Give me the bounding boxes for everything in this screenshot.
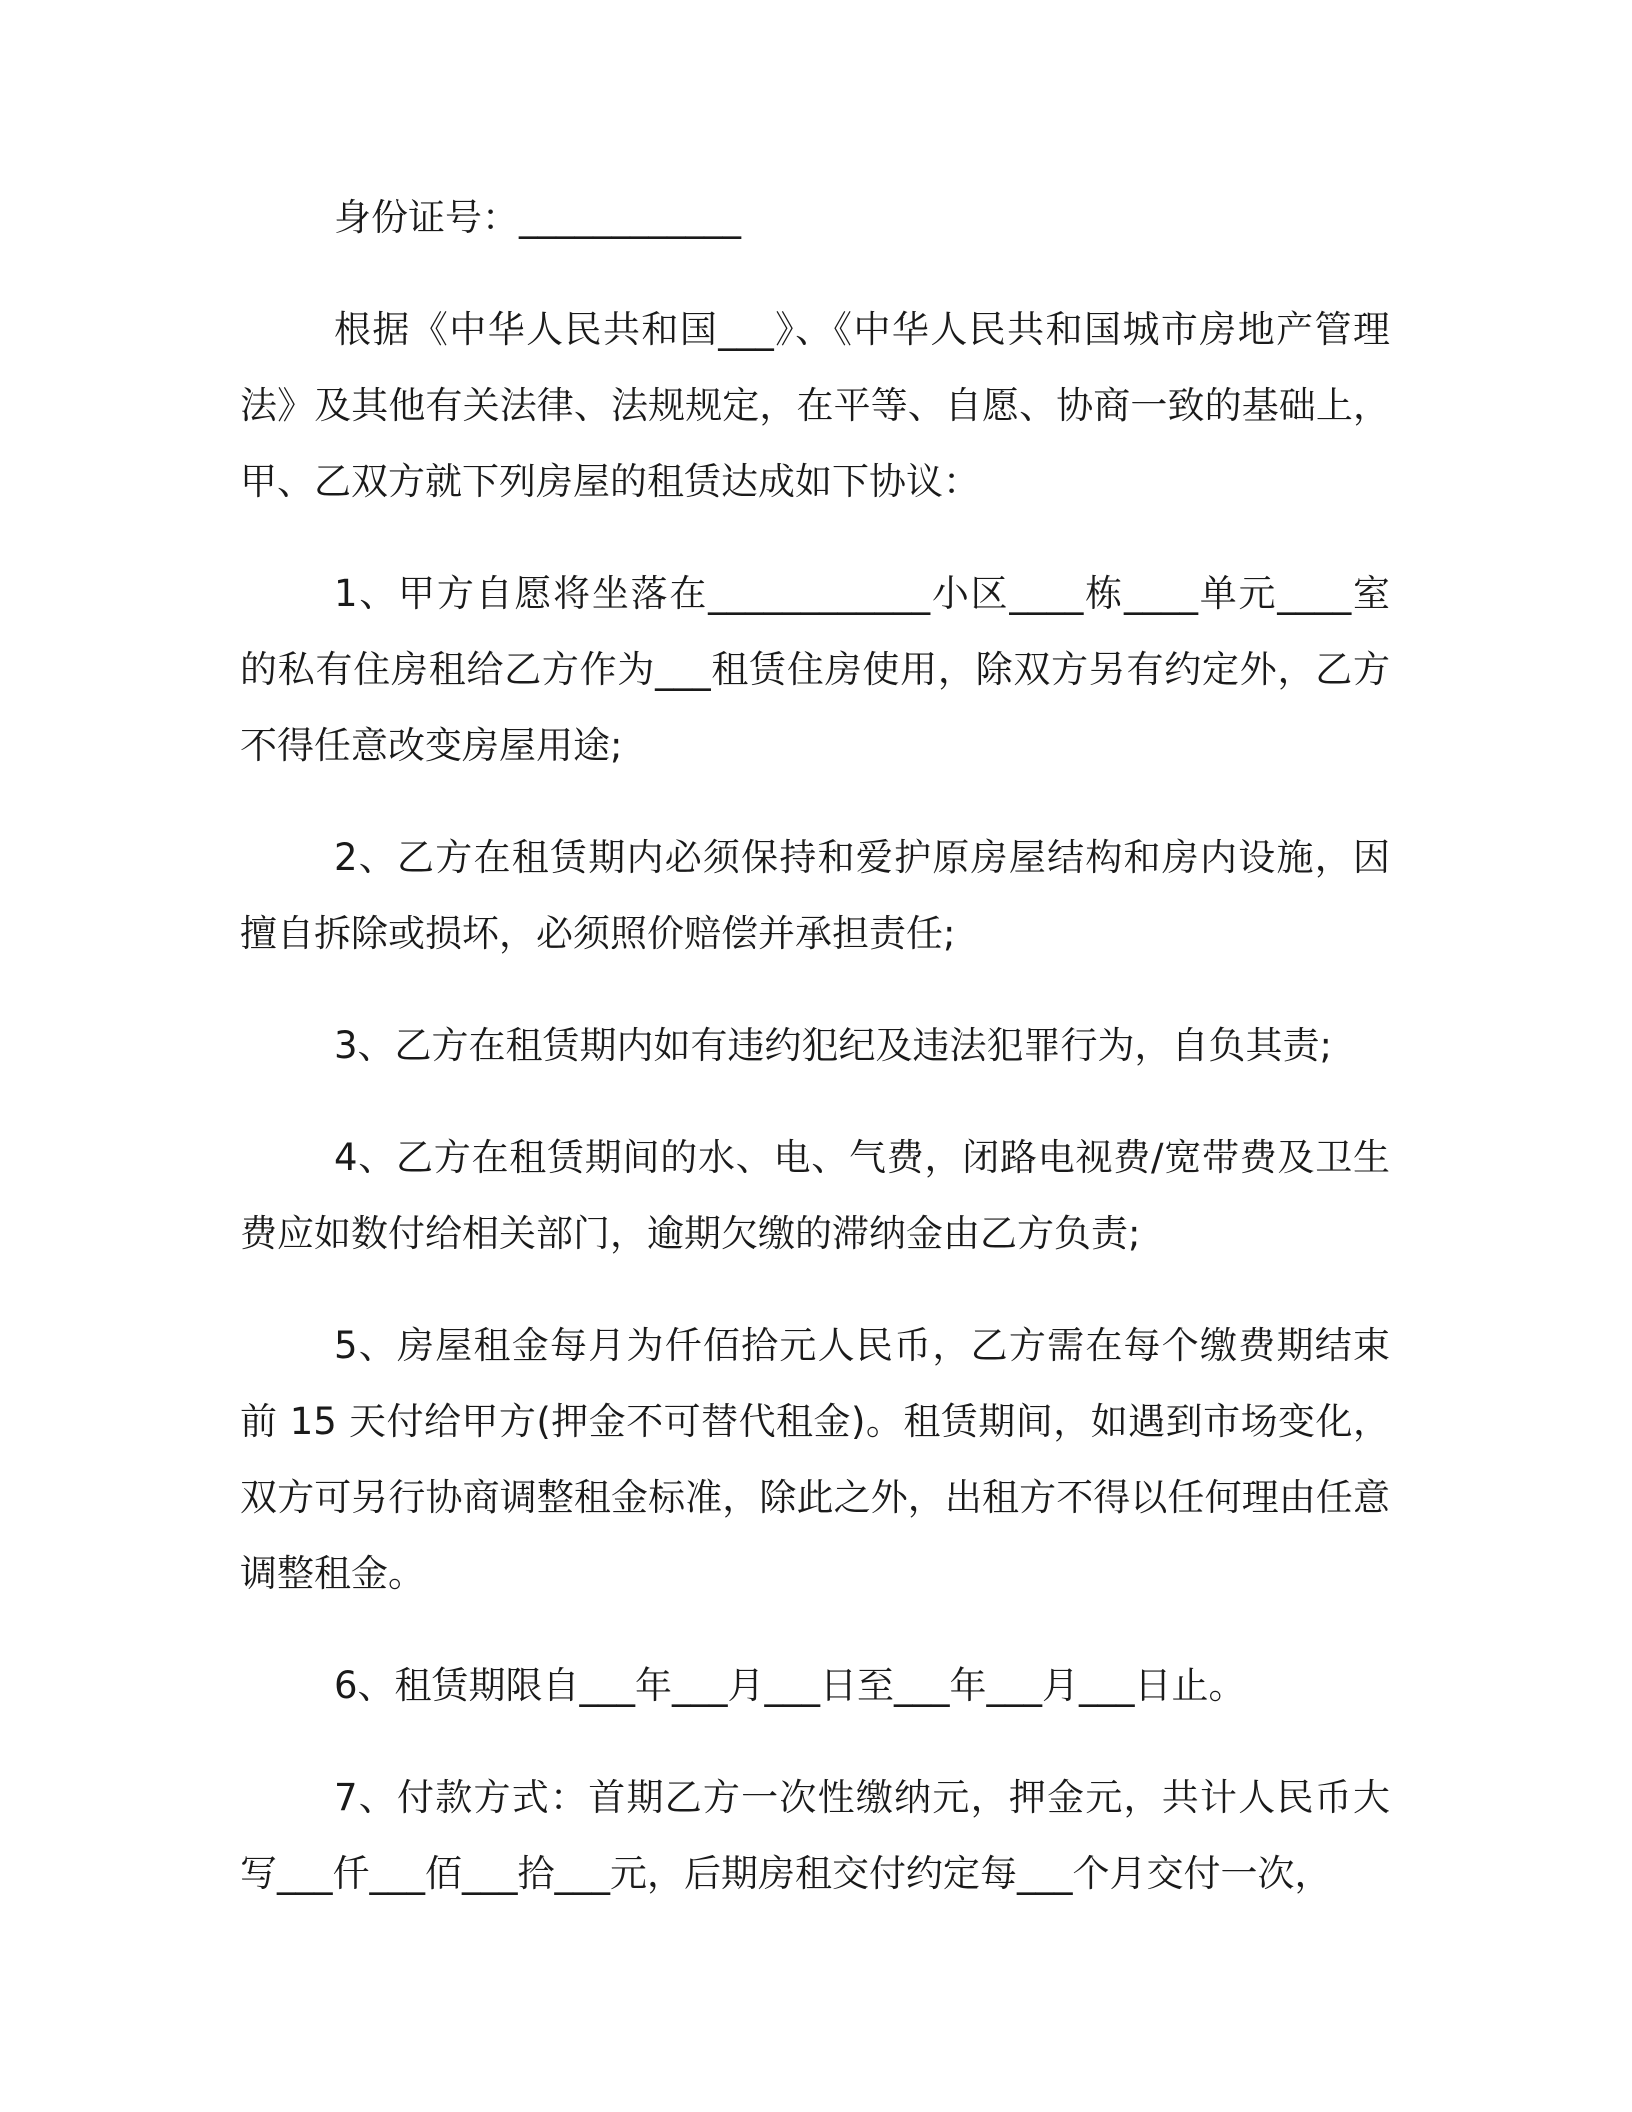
clause-2: 2、乙方在租赁期内必须保持和爱护原房屋结构和房内设施，因擅自拆除或损坏，必须照价赔偿并承担责任; bbox=[240, 836, 1390, 955]
preamble-paragraph: 根据《中华人民共和国___》、《中华人民共和国城市房地产管理法》及其他有关法律、法规规定，在平等、自愿、协商一致的基础上，甲、乙双方就下列房屋的租赁达成如下协议： bbox=[240, 308, 1390, 503]
clause-1: 1、甲方自愿将坐落在____________小区____栋____单元____室的私有住房租给乙方作为___租赁住房使用，除双方另有约定外，乙方不得任意改变房屋用途; bbox=[240, 572, 1390, 767]
document-body bbox=[240, 180, 1390, 1948]
clause-5: 5、房屋租金每月为仟佰拾元人民币，乙方需在每个缴费期结束前 15 天付给甲方(押金不可替代租金)。租赁期间，如遇到市场变化，双方可另行协商调整租金标准，除此之外，出租方不得以任何理由任意调整租金。 bbox=[240, 1324, 1390, 1595]
clause-6: 6、租赁期限自___年___月___日至___年___月___日止。 bbox=[334, 1664, 1246, 1707]
clause-3: 3、乙方在租赁期内如有违约犯纪及违法犯罪行为，自负其责; bbox=[334, 1024, 1333, 1067]
clause-7: 7、付款方式：首期乙方一次性缴纳元，押金元，共计人民币大写___仟___佰___拾___元，后期房租交付约定每___个月交付一次， bbox=[240, 1776, 1390, 1895]
id-number-line: 身份证号：____________ bbox=[334, 196, 741, 239]
clause-4: 4、乙方在租赁期间的水、电、气费，闭路电视费/宽带费及卫生费应如数付给相关部门，逾期欠缴的滞纳金由乙方负责; bbox=[240, 1136, 1390, 1255]
